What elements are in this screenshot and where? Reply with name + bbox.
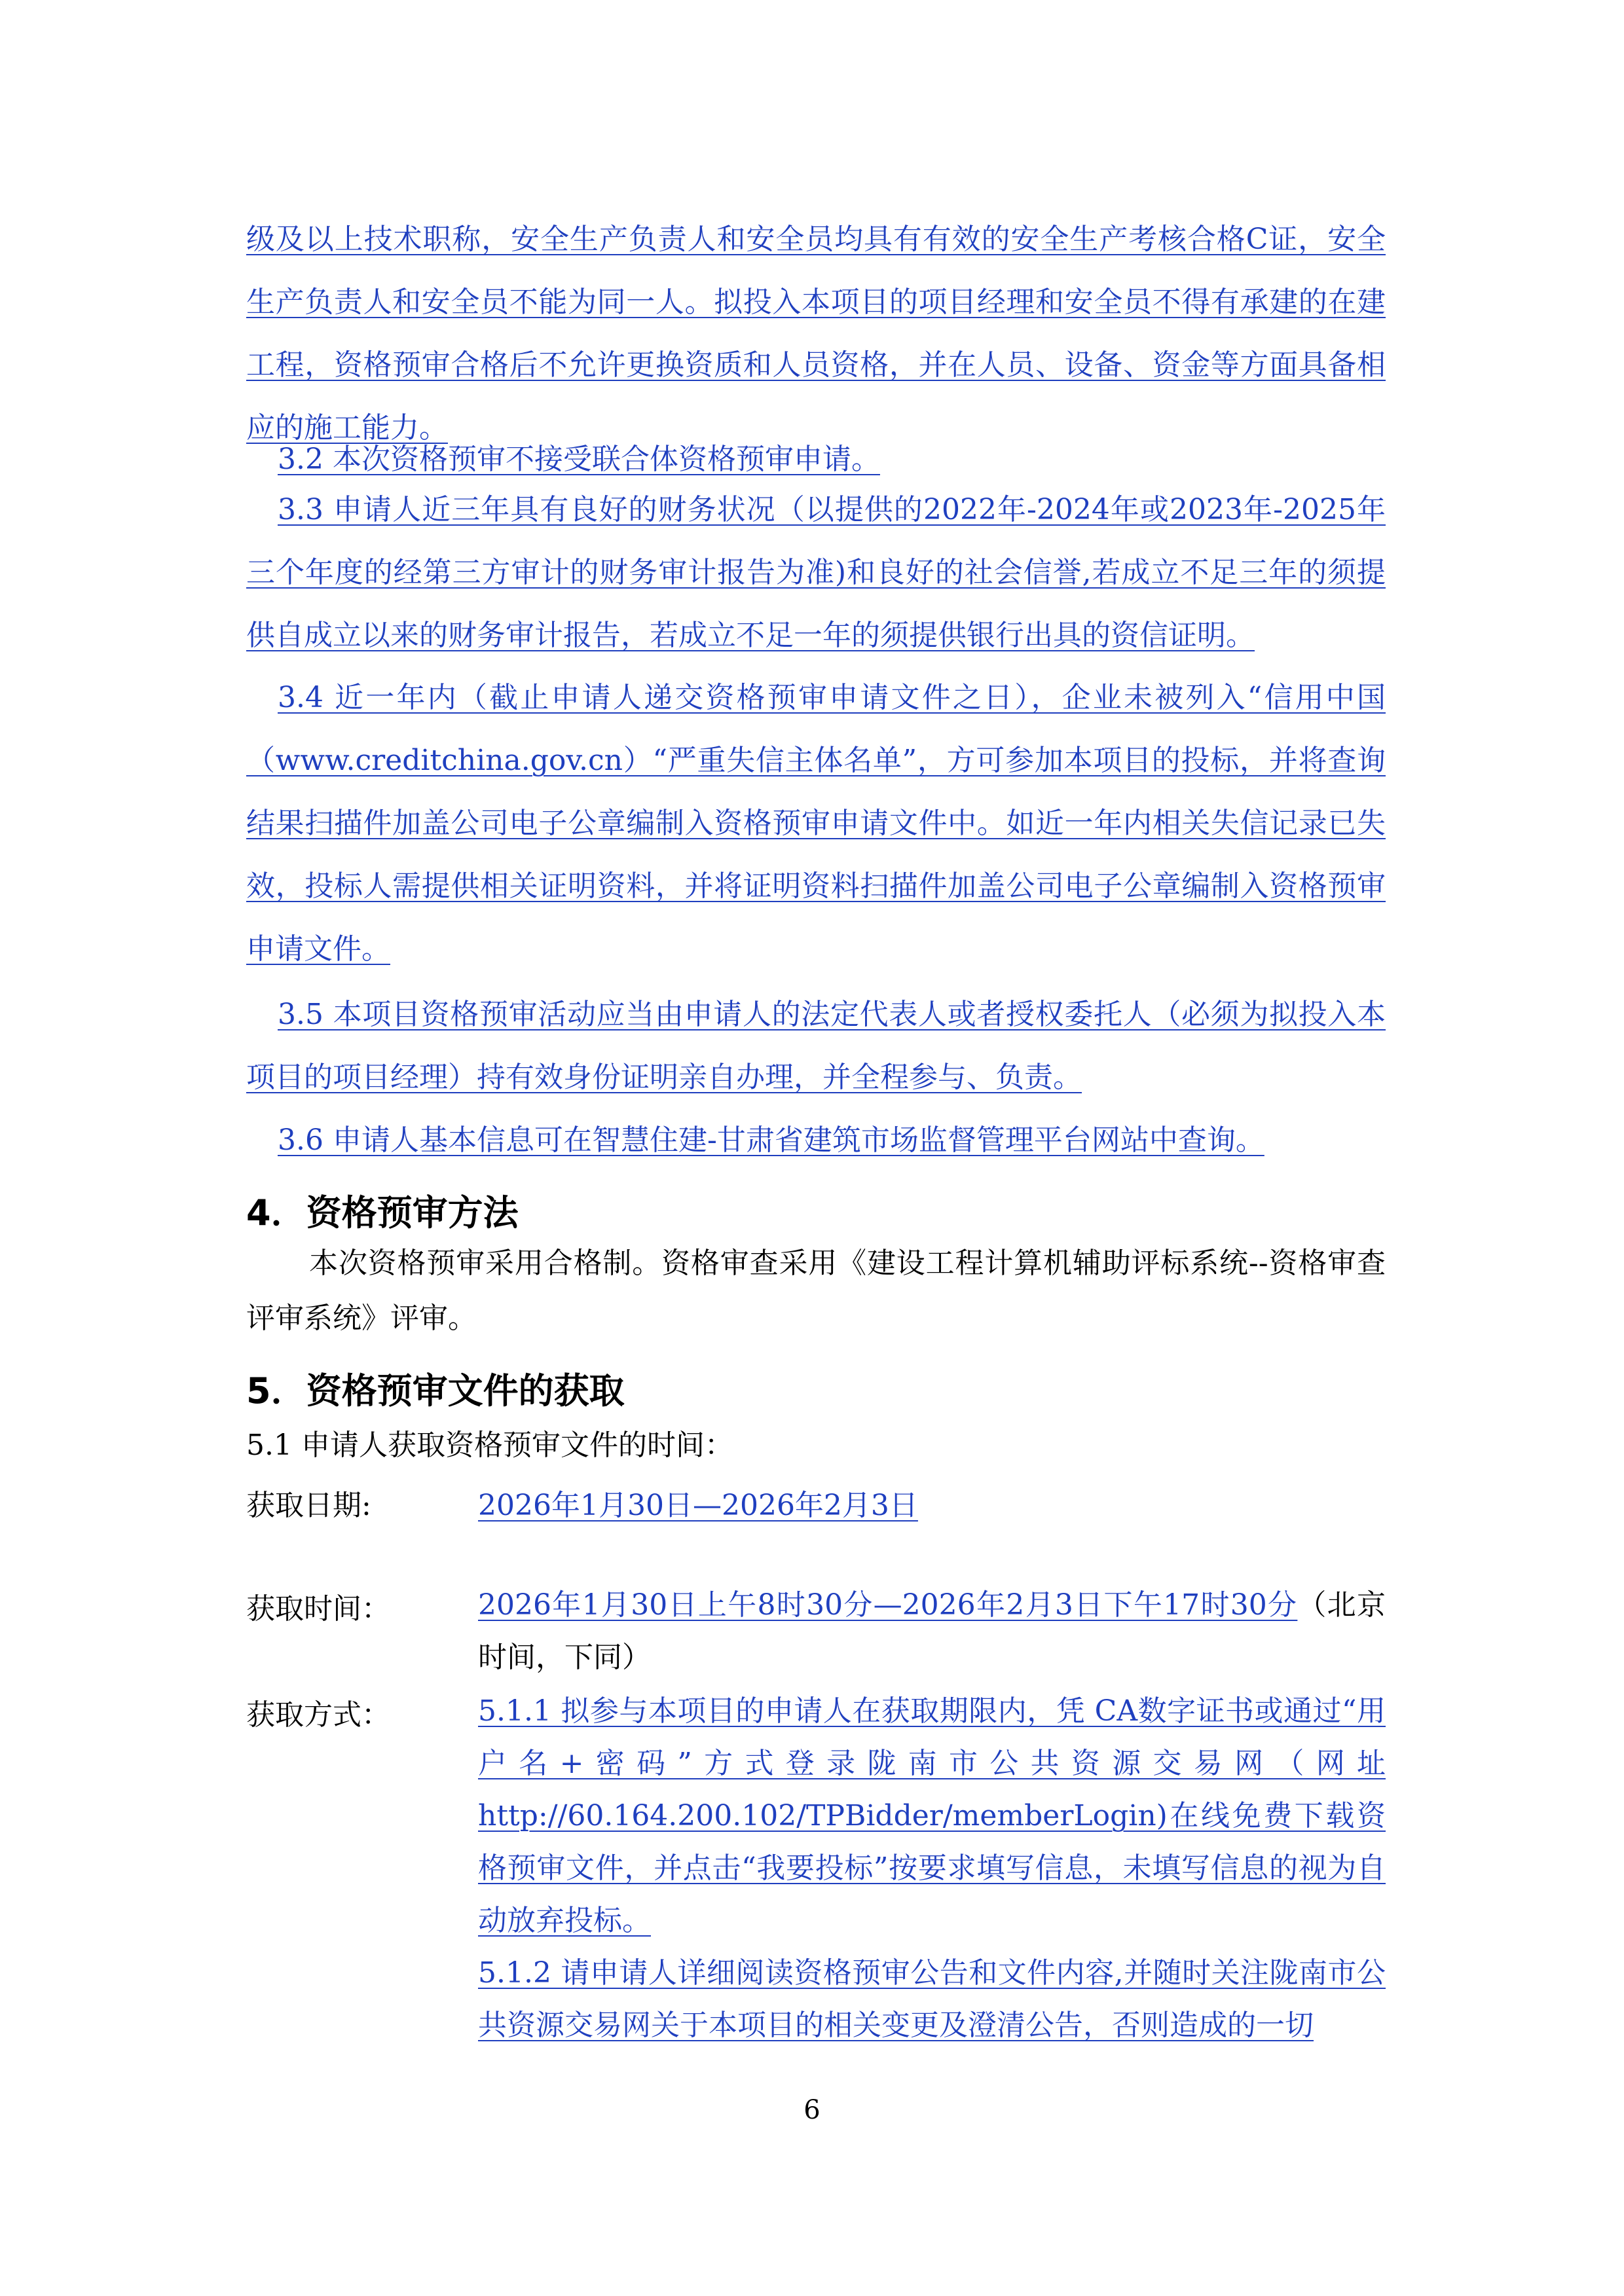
para-3-4: 3.4 近一年内（截止申请人递交资格预审申请文件之日），企业未被列入“信用中国（www.creditchina.gov.cn）“严重失信主体名单”，方可参加本项目的投标，并将查询结果扫描件加盖公司电子公章编制入资格预审申请文件中。如近一年内相关失信记录已失效，投标人需提供相关证明资料，并将证明资料扫描件加盖公司电子公章编制入资格预审申请文件。 xyxy=(246,681,1386,966)
section-5-1-text: 5.1 申请人获取资格预审文件的时间： xyxy=(246,1429,733,1462)
para-3-3: 3.3 申请人近三年具有良好的财务状况（以提供的2022年-2024年或2023年-2025年三个年度的经第三方审计的财务审计报告为准)和良好的社会信誉,若成立不足三年的须提供自成立以来的财务审计报告，若成立不足一年的须提供银行出具的资信证明。 xyxy=(246,493,1386,652)
para-3-5: 3.5 本项目资格预审活动应当由申请人的法定代表人或者授权委托人（必须为拟投入本项目的项目经理）持有效身份证明亲自办理，并全程参与、负责。 xyxy=(246,998,1386,1094)
section-4-text: 本次资格预审采用合格制。资格审查采用《建设工程计算机辅助评标系统--资格审查评审系统》评审。 xyxy=(246,1247,1386,1335)
acquisition-time-value: 2026年1月30日上午8时30分—2026年2月3日下午17时30分 xyxy=(478,1588,1298,1622)
page-number: 6 xyxy=(803,2095,821,2125)
section-3-3 xyxy=(246,479,1386,667)
para-3-6: 3.6 申请人基本信息可在智慧住建-甘肃省建筑市场监督管理平台网站中查询。 xyxy=(278,1123,1264,1157)
section-3-6 xyxy=(246,1109,1386,1172)
acquisition-date-label: 获取日期: xyxy=(246,1489,371,1522)
section-4-body xyxy=(246,1236,1386,1346)
section-5-heading: 5．资格预审文件的获取 xyxy=(246,1370,625,1412)
para-3-2: 3.2 本次资格预审不接受联合体资格预审申请。 xyxy=(278,443,880,476)
section-3-1-continuation xyxy=(246,208,1386,460)
section-4-heading: 4．资格预审方法 xyxy=(246,1192,519,1233)
acquisition-time-label: 获取时间： xyxy=(246,1592,390,1626)
section-3-5 xyxy=(246,983,1386,1109)
acquisition-method-label: 获取方式： xyxy=(246,1698,390,1732)
para-3-1-tail: 级及以上技术职称，安全生产负责人和安全员均具有有效的安全生产考核合格C证，安全生产负责人和安全员不能为同一人。拟投入本项目的项目经理和安全员不得有承建的在建工程，资格预审合格后不允许更换资质和人员资格，并在人员、设备、资金等方面具备相应的施工能力。 xyxy=(246,223,1386,445)
section-3-4 xyxy=(246,666,1386,981)
method-5-1-2: 5.1.2 请申请人详细阅读资格预审公告和文件内容,并随时关注陇南市公共资源交易网关于本项目的相关变更及澄清公告，否则造成的一切 xyxy=(478,1956,1386,2042)
section-5-1-intro xyxy=(246,1421,1386,1470)
acquisition-time-suffix: （北京时间，下同） xyxy=(478,1588,1386,1674)
method-5-1-1[interactable]: 5.1.1 拟参与本项目的申请人在获取期限内，凭 CA数字证书或通过“用户名+密码”方式登录陇南市公共资源交易网（网址http://60.164.200.102/TPBidder/memberLogin)在线免费下载资格预审文件，并点击“我要投标”按要求填写信息，未填写信息的视为自动放弃投标。 xyxy=(478,1694,1386,1937)
acquisition-date-value: 2026年1月30日—2026年2月3日 xyxy=(478,1489,918,1522)
